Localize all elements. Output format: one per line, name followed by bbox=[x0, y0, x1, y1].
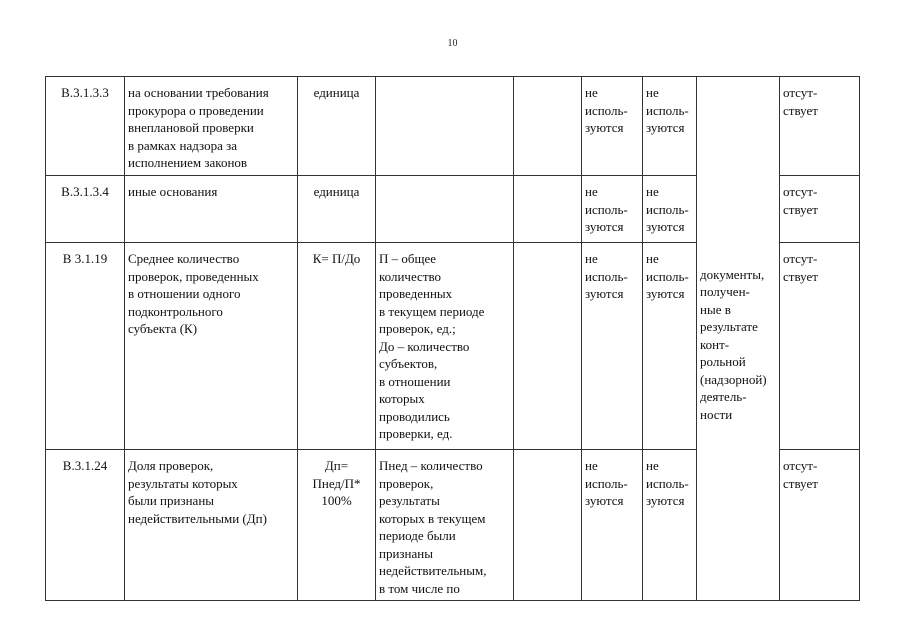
page-number: 10 bbox=[447, 38, 458, 49]
indicator-code: В 3.1.19 bbox=[46, 243, 125, 450]
usage-cell: не исполь- зуются bbox=[643, 450, 697, 601]
indicator-unit: К= П/До bbox=[298, 243, 376, 450]
indicator-unit: единица bbox=[298, 77, 376, 176]
usage-cell: не исполь- зуются bbox=[582, 176, 643, 243]
usage-cell: не исполь- зуются bbox=[643, 77, 697, 176]
indicator-name: Доля проверок, результаты которых были признаны недействительными (Дп) bbox=[125, 450, 298, 601]
source-cell bbox=[697, 77, 780, 601]
indicator-description bbox=[376, 77, 514, 176]
status-cell: отсут- ствует bbox=[780, 176, 860, 243]
usage-cell: не исполь- зуются bbox=[643, 243, 697, 450]
indicator-code: В.3.1.24 bbox=[46, 450, 125, 601]
indicator-description bbox=[376, 176, 514, 243]
indicators-table bbox=[45, 76, 860, 601]
usage-cell: не исполь- зуются bbox=[582, 77, 643, 176]
table-row bbox=[46, 77, 860, 176]
indicator-name: иные основания bbox=[125, 176, 298, 243]
usage-cell: не исполь- зуются bbox=[582, 450, 643, 601]
status-cell: отсут- ствует bbox=[780, 77, 860, 176]
empty-cell bbox=[514, 243, 582, 450]
indicator-unit: единица bbox=[298, 176, 376, 243]
indicator-name: Среднее количество проверок, проведенных в отношении одного подконтрольного субъекта (К) bbox=[125, 243, 298, 450]
empty-cell bbox=[514, 176, 582, 243]
indicator-name: на основании требования прокурора о проведении внеплановой проверки в рамках надзора за исполнением законов bbox=[125, 77, 298, 176]
indicator-formula: Дп= Пнед/П* 100% bbox=[298, 450, 376, 601]
usage-cell: не исполь- зуются bbox=[582, 243, 643, 450]
status-cell: отсут- ствует bbox=[780, 243, 860, 450]
usage-cell: не исполь- зуются bbox=[643, 176, 697, 243]
indicator-description: П – общее количество проведенных в текущем периоде проверок, ед.; До – количество субъектов, в отношении которых проводились проверки, ед. bbox=[376, 243, 514, 450]
empty-cell bbox=[514, 77, 582, 176]
status-cell: отсут- ствует bbox=[780, 450, 860, 601]
indicator-code: В.3.1.3.3 bbox=[46, 77, 125, 176]
source-text: документы, получен- ные в результате конт- рольной (надзорной) деятель- ности bbox=[700, 266, 767, 422]
empty-cell bbox=[514, 450, 582, 601]
indicator-code: В.3.1.3.4 bbox=[46, 176, 125, 243]
indicator-description: Пнед – количество проверок, результаты которых в текущем периоде были признаны недействительным, в том числе по bbox=[376, 450, 514, 601]
